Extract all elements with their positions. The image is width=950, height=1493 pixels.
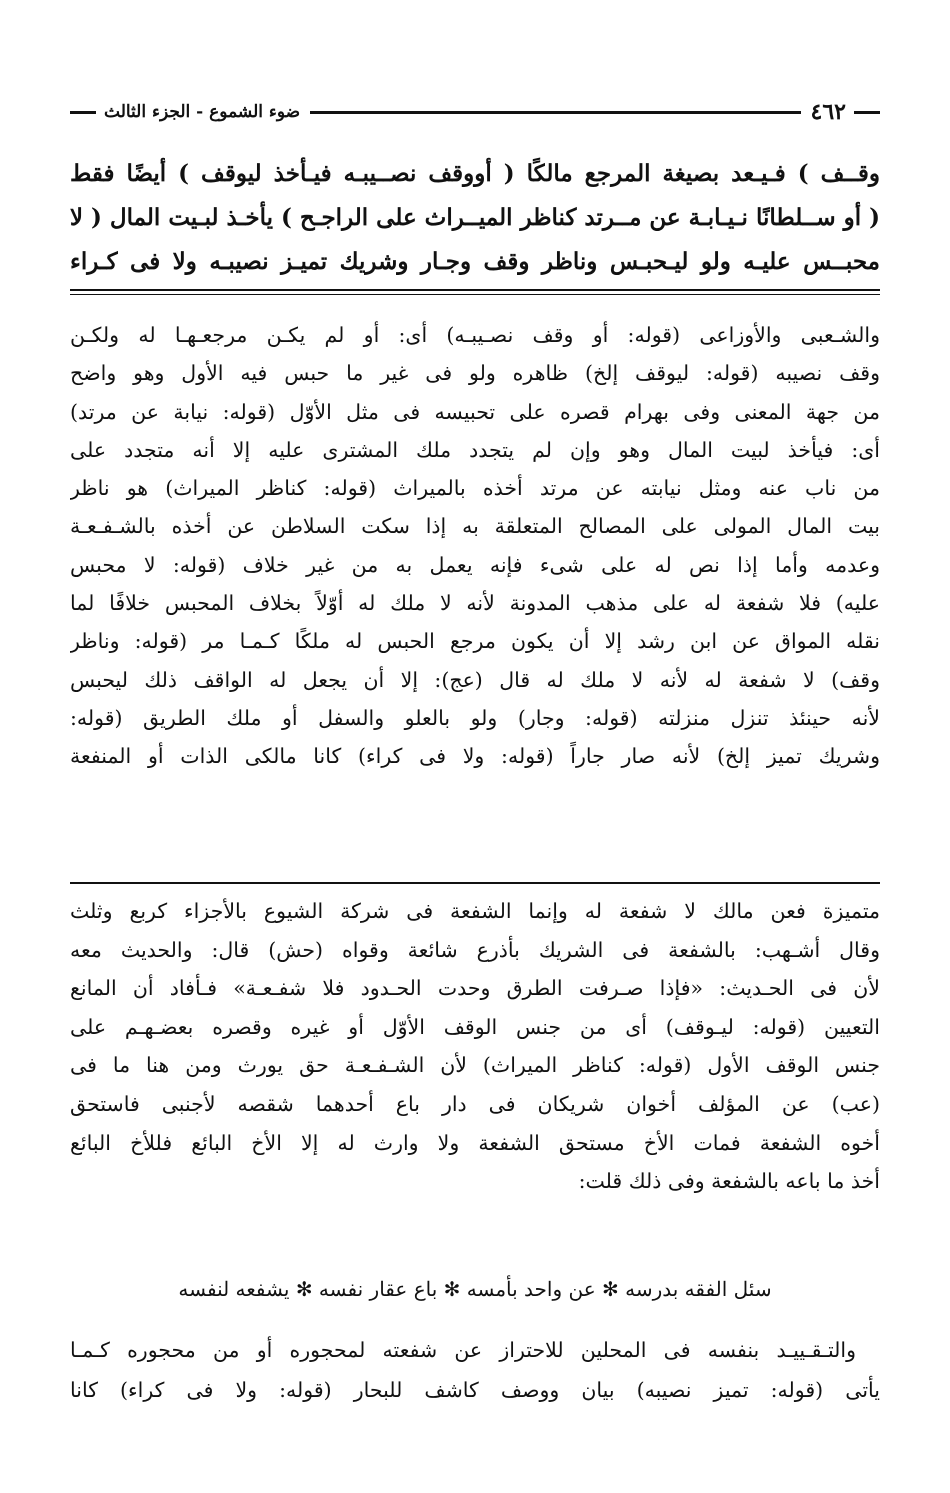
commentary-line: عليه) فلا شفعة له على مذهب المدونة لأنه لا ملك له أوّلاً بخلاف المحبس خلافًا لما <box>70 591 880 616</box>
page-header <box>70 98 880 126</box>
double-divider <box>70 289 880 295</box>
commentary-line: لأنه حينئذ تنزل منزلته (قوله: وجار) ولو بالعلو والسفل أو ملك الطريق (قوله: <box>70 705 880 730</box>
commentary-line: وشريك تميز إلخ) لأنه صار جاراً (قوله: ولا فى كراء) كانا مالكى الذات أو المنفعة <box>70 744 880 769</box>
commentary-line: بيت المال المولى على المصالح المتعلقة به إذا سكت السلاطن عن أخذه بالشـفـعـة <box>70 514 880 539</box>
running-title: ضوء الشموع - الجزء الثالث <box>104 102 301 122</box>
closing-line: والتـقـييـد بنفسه فى المحلين للاحتراز عن شفعته لمحجوره أو من محجوره كـمـا <box>70 1338 856 1362</box>
footnote-line: لأن فى الحـديث: «فإذا صـرفت الطرق وحدت الحـدود فلا شفـعـة» فـأفاد أن المانع <box>70 976 880 1001</box>
footnote-text <box>70 892 880 1201</box>
poetry-verse: سئل الفقه بدرسه ✻ عن واحد بأمسه ✻ باع عقار نفسه ✻ يشفعه لنفسه <box>178 1277 772 1301</box>
header-rule <box>310 111 800 114</box>
footnote-divider <box>70 882 880 884</box>
commentary-line: وعدمه وأما إذا نص له على شىء فإنه يعمل به من غير خلاف (قوله: لا محبس <box>70 552 880 577</box>
footnote-line: وقال أشـهب: بالشفعة فى الشريك بأذرع شائعة وقواه (حش) قال: والحديث معه <box>70 937 880 962</box>
footnote-line: أخذ ما باعه بالشفعة وفى ذلك قلت: <box>578 1169 880 1194</box>
footnote-line: أخوه الشفعة فمات الأخ مستحق الشفعة ولا وارث له إلا الأخ البائع فللأخ البائع <box>70 1130 880 1155</box>
header-dash-right <box>854 111 880 114</box>
commentary-line: وقف نصيبه (قوله: ليوقف إلخ) ظاهره ولو فى غير ما حبس فيه الأول وهو واضح <box>70 361 880 386</box>
matn-line: محبــس عليـه ولو ليـحبـس وناظر وقف وجـار وشريك تميـز نصيبـه ولا فى كـراء <box>70 248 880 275</box>
commentary-line: نقله المواق عن ابن رشد إلا أن يكون مرجع الحبس له ملكًا كـمـا مر (قوله: وناظر <box>70 629 880 654</box>
commentary-line: وقف) لا شفعة له لأنه لا ملك له قال (عج): إلا أن يجعل له الواقف ذلك ليحبس <box>70 667 880 692</box>
closing-text <box>70 1330 880 1410</box>
closing-line: يأتى (قوله: تميز نصيبه) بيان ووصف كاشف للبحار (قوله: ولا فى كراء) كانا <box>70 1378 880 1402</box>
commentary-line: من ناب عنه ومثل نيابته عن مرتد أخذه بالميراث (قوله: كناظر الميراث) هو ناظر <box>70 476 880 501</box>
matn-line: ( أو ســلطانًا نـيـابـة عن مــرتد كناظر الميــراث على الراجـح ) يأخـذ لبـيت المال ( لا <box>70 204 880 231</box>
commentary-line: أى: فيأخذ لبيت المال وهو وإن لم يتجدد ملك المشترى عليه إلا أنه متجدد على <box>70 437 880 462</box>
commentary-line: والشـعبى والأوزاعى (قوله: أو وقف نصـيبـه) أى: أو لم يكـن مرجعـهـا له ولكـن <box>70 323 880 347</box>
matn-text <box>70 152 880 284</box>
footnote-line: جنس الوقف الأول (قوله: كناظر الميراث) لأن الشـفـعـة حق يورث ومن هنا ما فى <box>70 1053 880 1078</box>
commentary-line: من جهة المعنى وفى بهرام قصره على تحبيسه فى مثل الأوّل (قوله: نيابة عن مرتد) <box>70 399 880 424</box>
page-number: ٤٦٢ <box>810 99 846 125</box>
matn-line: وقــف ) فـيـعد بصيغة المرجع مالكًا ( أووقف نصــيبـه فيـأخذ ليوقف ) أيضًا فقط <box>70 160 880 187</box>
footnote-line: متميزة فعن مالك لا شفعة له وإنما الشفعة فى شركة الشيوع بالأجزاء كربع وثلث <box>70 899 880 923</box>
footnote-line: التعيين (قوله: ليـوقف) أى من جنس الوقف الأوّل أو غيره وقصره بعضـهـم على <box>70 1014 880 1039</box>
footnote-line: (عب) عن المؤلف أخوان شريكان فى دار باع أحدهما شقصه لأجنبى فاستحق <box>70 1091 880 1116</box>
header-dash-left <box>70 111 96 114</box>
commentary-text <box>70 316 880 776</box>
